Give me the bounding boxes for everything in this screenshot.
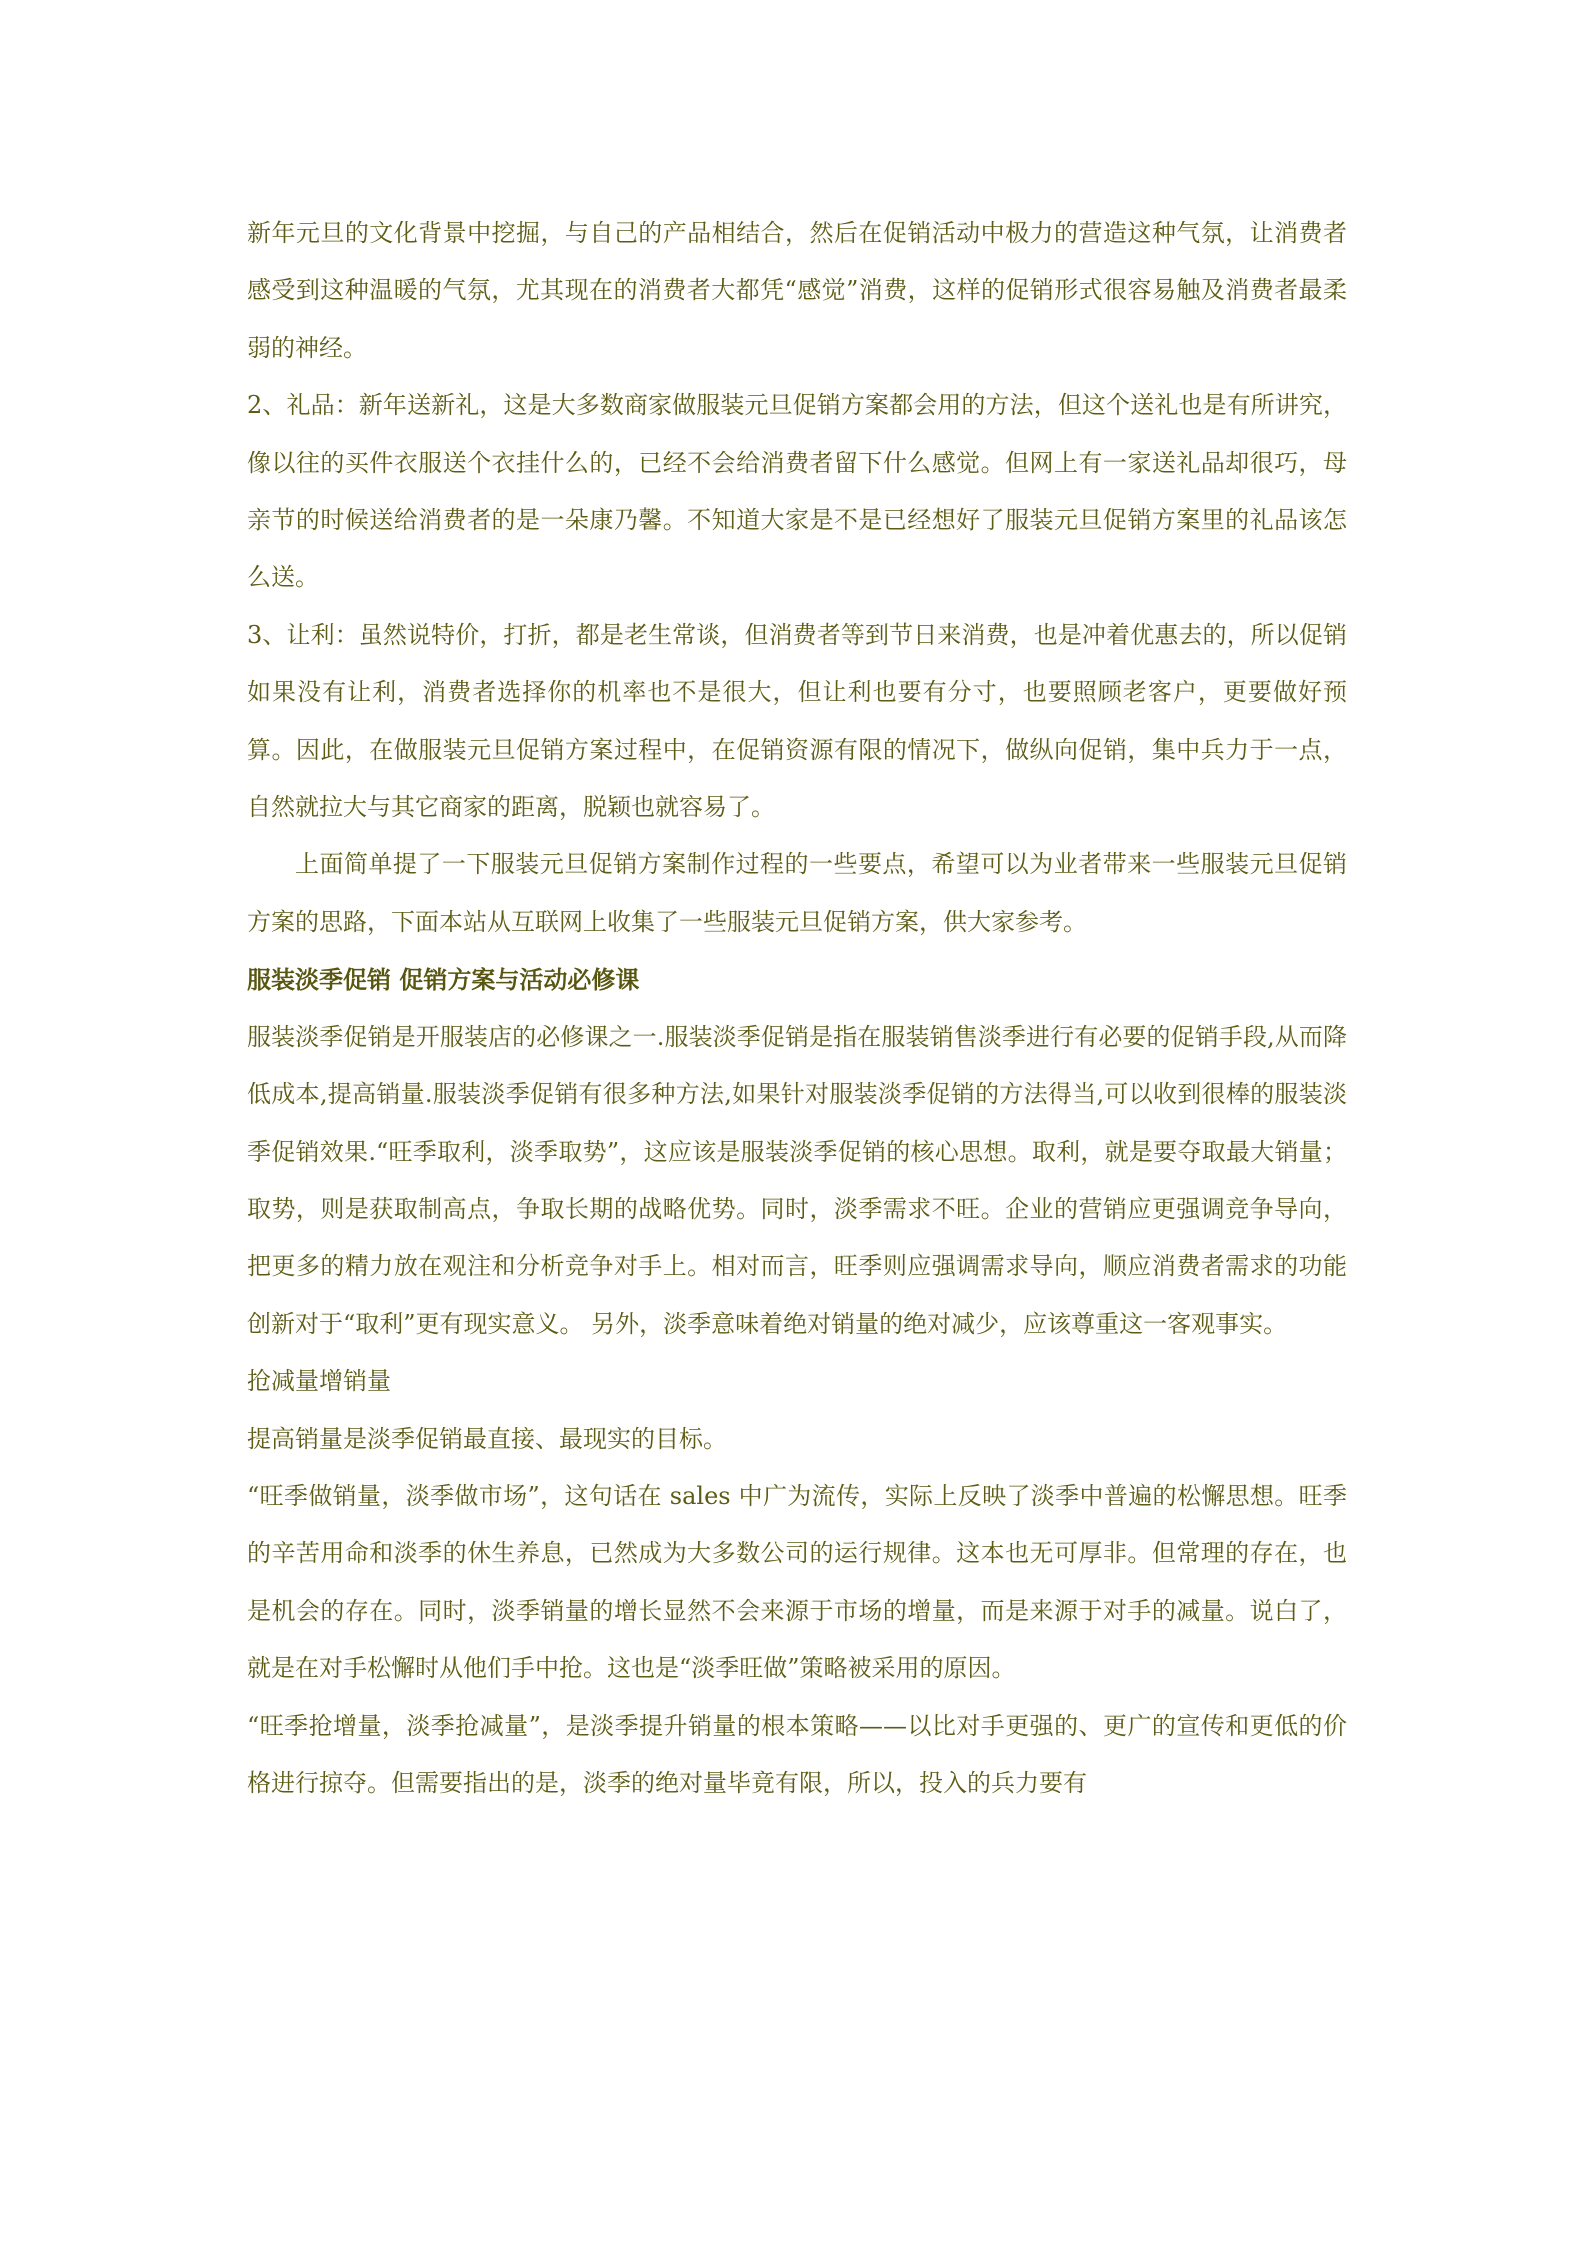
paragraph-summary: 上面简单提了一下服装元旦促销方案制作过程的一些要点，希望可以为业者带来一些服装元旦促销方案的思路，下面本站从互联网上收集了一些服装元旦促销方案，供大家参考。 bbox=[247, 850, 1347, 936]
paragraph-gifts: 2、礼品：新年送新礼，这是大多数商家做服装元旦促销方案都会用的方法，但这个送礼也是有所讲究，像以往的买件衣服送个衣挂什么的，已经不会给消费者留下什么感觉。但网上有一家送礼品却很巧，母亲节的时候送给消费者的是一朵康乃馨。不知道大家是不是已经想好了服装元旦促销方案里的礼品该怎么送。 bbox=[247, 391, 1347, 592]
document-body bbox=[247, 205, 1347, 1812]
paragraph-atmosphere: 新年元旦的文化背景中挖掘，与自己的产品相结合，然后在促销活动中极力的营造这种气氛，让消费者感受到这种温暖的气氛，尤其现在的消费者大都凭“感觉”消费，这样的促销形式很容易触及消费者最柔弱的神经。 bbox=[247, 219, 1347, 362]
paragraph-discount: 3、让利：虽然说特价，打折，都是老生常谈，但消费者等到节日来消费，也是冲着优惠去的，所以促销如果没有让利，消费者选择你的机率也不是很大，但让利也要有分寸，也要照顾老客户，更要做好预算。因此，在做服装元旦促销方案过程中，在促销资源有限的情况下，做纵向促销，集中兵力于一点，自然就拉大与其它商家的距离，脱颖也就容易了。 bbox=[247, 620, 1347, 822]
paragraph-goal: 提高销量是淡季促销最直接、最现实的目标。 bbox=[247, 1424, 727, 1453]
paragraph-off-season-intro: 服装淡季促销是开服装店的必修课之一.服装淡季促销是指在服装销售淡季进行有必要的促销手段,从而降低成本,提高销量.服装淡季促销有很多种方法,如果针对服装淡季促销的方法得当,可以收到很棒的服装淡季促销效果.“旺季取利，淡季取势”，这应该是服装淡季促销的核心思想。取利，就是要夺取最大销量；取势，则是获取制高点，争取长期的战略优势。同时，淡季需求不旺。企业的营销应更强调竞争导向，把更多的精力放在观注和分析竞争对手上。相对而言，旺季则应强调需求导向，顺应消费者需求的功能创新对于“取利”更有现实意义。 另外，淡季意味着绝对销量的绝对减少，应该尊重这一客观事实。 bbox=[247, 1022, 1347, 1338]
paragraph-strategy: “旺季抢增量，淡季抢减量”，是淡季提升销量的根本策略——以比对手更强的、更广的宣传和更低的价格进行掠夺。但需要指出的是，淡季的绝对量毕竟有限，所以，投入的兵力要有 bbox=[247, 1711, 1347, 1797]
subheading-grab-decrease: 抢减量增销量 bbox=[247, 1367, 391, 1396]
section-heading: 服装淡季促销 促销方案与活动必修课 bbox=[247, 965, 640, 995]
paragraph-peak-season-sales: “旺季做销量，淡季做市场”，这句话在 sales 中广为流传，实际上反映了淡季中普遍的松懈思想。旺季的辛苦用命和淡季的休生养息，已然成为大多数公司的运行规律。这本也无可厚非。但常理的存在，也是机会的存在。同时，淡季销量的增长显然不会来源于市场的增量，而是来源于对手的减量。说白了，就是在对手松懈时从他们手中抢。这也是“淡季旺做”策略被采用的原因。 bbox=[247, 1481, 1347, 1683]
